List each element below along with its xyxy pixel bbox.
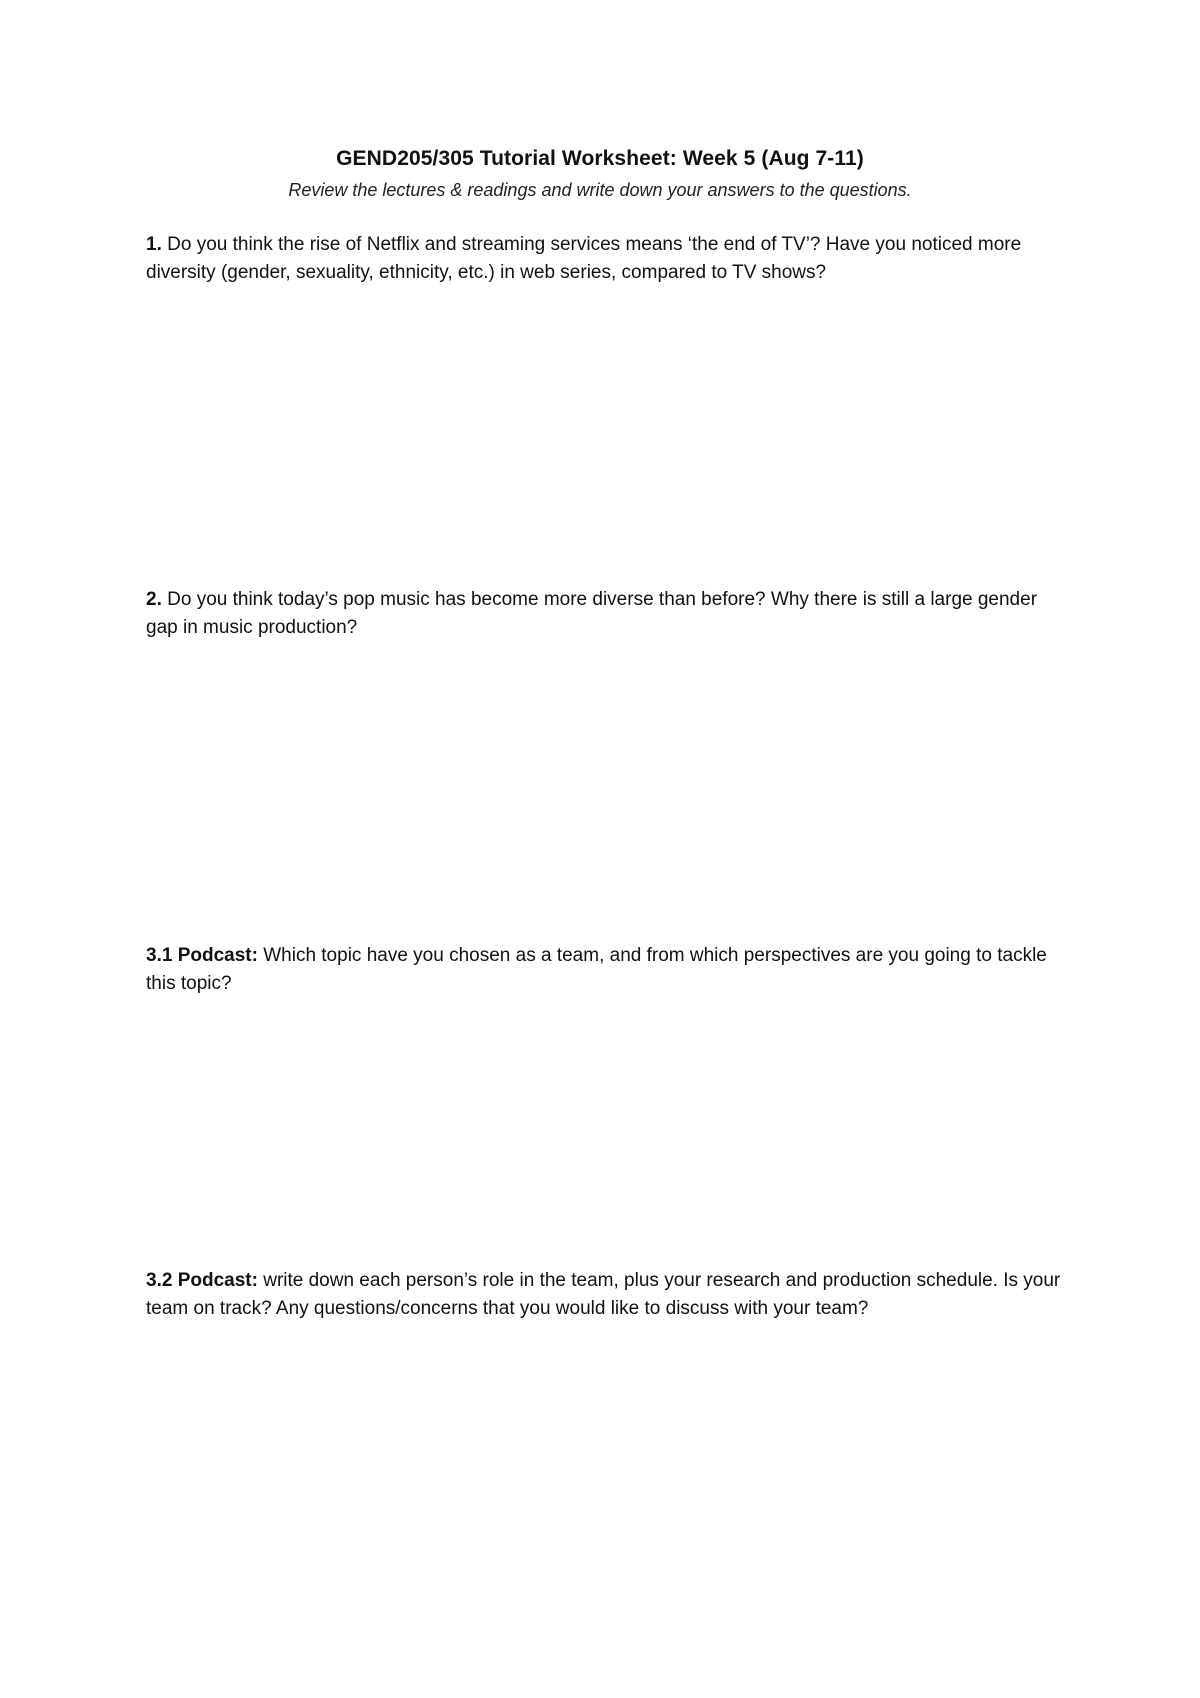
question-1 <box>146 231 1066 287</box>
question-3-1-number: 3.1 Podcast: <box>146 945 258 966</box>
question-3-1 <box>146 942 1066 998</box>
answer-space-3-2 <box>146 1330 1066 1630</box>
answer-space-3-1 <box>146 1005 1066 1265</box>
question-1-number: 1. <box>146 234 162 255</box>
worksheet-title: GEND205/305 Tutorial Worksheet: Week 5 (Aug 7-11) <box>336 147 864 170</box>
answer-space-1 <box>146 300 1066 580</box>
question-2-number: 2. <box>146 589 162 610</box>
question-3-2-text: write down each person’s role in the team, plus your research and production schedule. Is your team on track? Any questions/concerns that you would like to discuss with your team? <box>146 1270 1061 1319</box>
question-2-text: Do you think today’s pop music has become more diverse than before? Why there is still a large gender gap in music production? <box>146 589 1038 638</box>
question-1-text: Do you think the rise of Netflix and streaming services means ‘the end of TV’? Have you noticed more diversity (gender, sexuality, ethnicity, etc.) in web series, compared to TV shows? <box>146 234 1022 283</box>
worksheet-instructions: Review the lectures & readings and write down your answers to the questions. <box>288 180 912 200</box>
question-3-2-number: 3.2 Podcast: <box>146 1270 258 1291</box>
answer-space-2 <box>146 650 1066 940</box>
question-2 <box>146 586 1066 642</box>
question-3-2 <box>146 1267 1066 1323</box>
question-3-1-text: Which topic have you chosen as a team, and from which perspectives are you going to tackle this topic? <box>146 945 1047 994</box>
